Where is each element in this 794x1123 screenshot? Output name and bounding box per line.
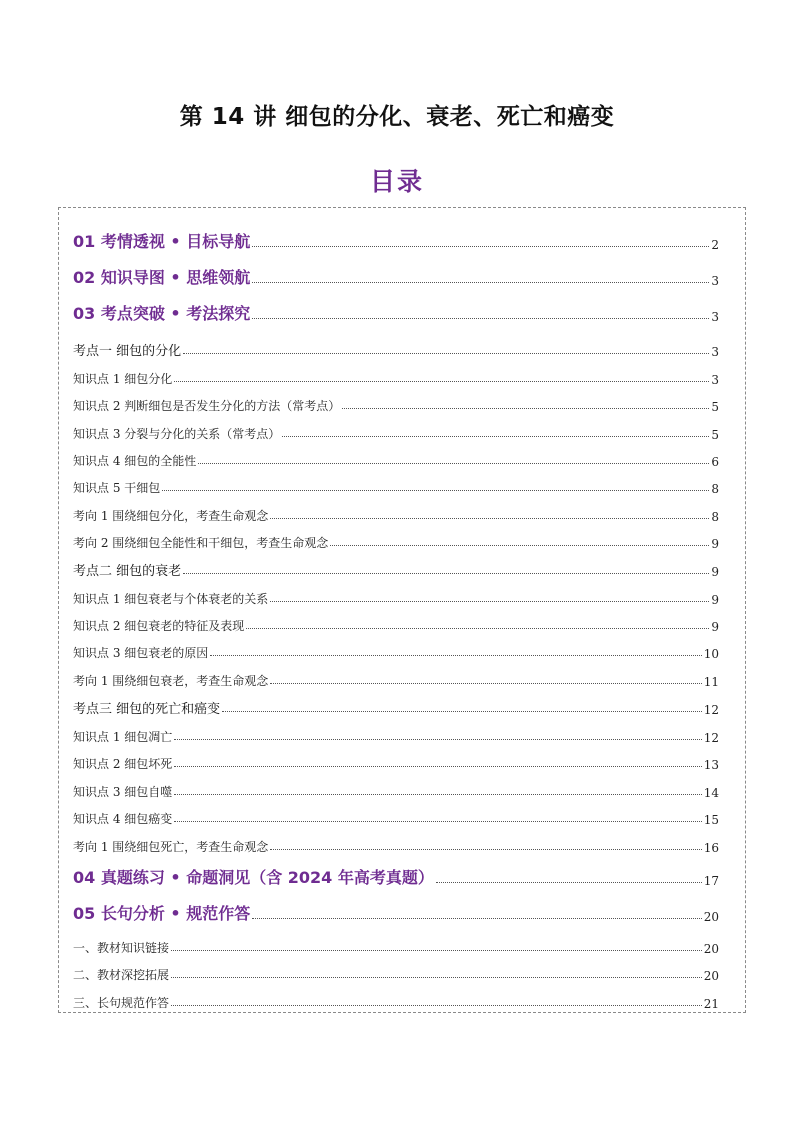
toc-entry-label: 知识点 4 细包癌变 (73, 812, 173, 826)
toc-entry[interactable] (73, 803, 719, 827)
toc-entry-page: 20 (703, 942, 719, 956)
toc-entry-page: 21 (703, 997, 719, 1011)
toc-leader-dots (252, 917, 702, 919)
toc-entry-page: 9 (711, 593, 719, 607)
toc-entry-page: 14 (703, 786, 719, 800)
toc-entry-page: 3 (711, 373, 719, 387)
toc-heading: 目录 (369, 167, 424, 196)
toc-entry-label: 知识点 2 细包衰老的特征及表现 (73, 619, 245, 633)
toc-entry[interactable] (73, 445, 719, 469)
toc-entry-page: 3 (711, 310, 719, 324)
toc-leader-dots (174, 738, 701, 740)
toc-leader-dots (198, 462, 709, 464)
toc-entry[interactable] (73, 472, 719, 496)
toc-leader-dots (174, 820, 701, 822)
toc-entry-page: 9 (711, 565, 719, 579)
toc-entry-label: 知识点 4 细包的全能性 (73, 454, 197, 468)
toc-leader-dots (342, 407, 709, 409)
toc-entry-page: 5 (711, 428, 719, 442)
toc-entry-page: 9 (711, 620, 719, 634)
toc-entry-label: 一、教材知识链接 (73, 941, 170, 955)
toc-entry-label: 考点一 细包的分化 (73, 344, 182, 359)
toc-entry[interactable] (73, 300, 719, 324)
toc-entry-label: 01 考情透视 • 目标导航 (73, 232, 251, 251)
toc-leader-dots (270, 600, 709, 602)
toc-entry-label: 考点二 细包的衰老 (73, 564, 182, 579)
toc-entry-page: 3 (711, 345, 719, 359)
toc-entry-page: 20 (703, 910, 719, 924)
toc-container (58, 207, 746, 1013)
toc-entry-label: 三、长句规范作答 (73, 996, 170, 1010)
toc-entry-page: 8 (711, 510, 719, 524)
toc-entry[interactable] (73, 637, 719, 661)
toc-entry[interactable] (73, 721, 719, 745)
toc-entry-page: 2 (711, 238, 719, 252)
toc-entry[interactable] (73, 228, 719, 252)
toc-entry[interactable] (73, 932, 719, 956)
toc-leader-dots (183, 352, 709, 354)
toc-entry-label: 知识点 3 分裂与分化的关系（常考点） (73, 427, 281, 441)
toc-entry-page: 16 (703, 841, 719, 855)
toc-leader-dots (171, 1004, 702, 1006)
toc-entry-label: 知识点 5 干细包 (73, 481, 161, 495)
toc-entry-page: 11 (703, 675, 719, 689)
toc-entry-label: 02 知识导图 • 思维领航 (73, 268, 251, 287)
toc-entry-label: 考向 1 围绕细包死亡，考查生命观念 (73, 840, 269, 854)
toc-entry[interactable] (73, 864, 719, 888)
toc-entry-page: 8 (711, 482, 719, 496)
toc-entry[interactable] (73, 610, 719, 634)
toc-entry[interactable] (73, 665, 719, 689)
toc-entry[interactable] (73, 693, 719, 717)
toc-leader-dots (183, 572, 709, 574)
toc-leader-dots (270, 517, 709, 519)
toc-entry[interactable] (73, 959, 719, 983)
toc-entry-label: 知识点 2 细包坏死 (73, 757, 173, 771)
toc-entry[interactable] (73, 390, 719, 414)
toc-leader-dots (436, 881, 702, 883)
toc-entry[interactable] (73, 555, 719, 579)
toc-entry[interactable] (73, 418, 719, 442)
toc-entry-page: 10 (703, 647, 719, 661)
toc-entry-label: 考点三 细包的死亡和癌变 (73, 702, 221, 717)
toc-entry[interactable] (73, 363, 719, 387)
toc-leader-dots (210, 654, 701, 656)
toc-leader-dots (171, 949, 702, 951)
toc-entry[interactable] (73, 831, 719, 855)
toc-leader-dots (162, 489, 709, 491)
toc-entry-page: 20 (703, 969, 719, 983)
toc-leader-dots (171, 976, 702, 978)
toc-entry-label: 二、教材深挖拓展 (73, 968, 170, 982)
toc-leader-dots (222, 710, 702, 712)
document-title: 第 14 讲 细包的分化、衰老、死亡和癌变 (179, 104, 615, 130)
toc-entry-label: 知识点 1 细包分化 (73, 372, 173, 386)
toc-entry[interactable] (73, 500, 719, 524)
toc-entry-label: 考向 1 围绕细包衰老，考查生命观念 (73, 674, 269, 688)
toc-entry-label: 知识点 1 细包凋亡 (73, 730, 173, 744)
toc-entry[interactable] (73, 264, 719, 288)
toc-entry-page: 5 (711, 400, 719, 414)
toc-entry-label: 03 考点突破 • 考法探究 (73, 304, 251, 323)
toc-leader-dots (174, 793, 701, 795)
toc-entry[interactable] (73, 527, 719, 551)
toc-entry-page: 15 (703, 813, 719, 827)
toc-entry-page: 12 (703, 703, 719, 717)
toc-leader-dots (174, 765, 701, 767)
toc-entry-label: 知识点 3 细包衰老的原因 (73, 646, 209, 660)
toc-entry-page: 3 (711, 274, 719, 288)
toc-entry[interactable] (73, 583, 719, 607)
toc-entry-page: 6 (711, 455, 719, 469)
toc-leader-dots (246, 627, 709, 629)
toc-entry-page: 9 (711, 537, 719, 551)
toc-leader-dots (252, 281, 709, 283)
toc-entry-label: 考向 1 围绕细包分化，考查生命观念 (73, 509, 269, 523)
toc-entry-page: 12 (703, 731, 719, 745)
toc-entry[interactable] (73, 776, 719, 800)
toc-entry-label: 知识点 3 细包自噬 (73, 785, 173, 799)
toc-entry[interactable] (73, 900, 719, 924)
toc-leader-dots (330, 544, 709, 546)
toc-entry-page: 13 (703, 758, 719, 772)
toc-leader-dots (252, 317, 709, 319)
toc-leader-dots (282, 435, 709, 437)
toc-leader-dots (270, 682, 701, 684)
toc-entry-page: 17 (703, 874, 719, 888)
toc-entry-label: 知识点 2 判断细包是否发生分化的方法（常考点） (73, 399, 341, 413)
toc-entry[interactable] (73, 335, 719, 359)
toc-leader-dots (174, 380, 709, 382)
toc-entry-label: 05 长句分析 • 规范作答 (73, 904, 251, 923)
toc-entry-label: 知识点 1 细包衰老与个体衰老的关系 (73, 592, 269, 606)
toc-entry-label: 考向 2 围绕细包全能性和干细包，考查生命观念 (73, 536, 329, 550)
toc-leader-dots (252, 245, 709, 247)
toc-entry[interactable] (73, 987, 719, 1011)
toc-leader-dots (270, 848, 701, 850)
toc-entry[interactable] (73, 748, 719, 772)
toc-entry-label: 04 真题练习 • 命题洞见（含 2024 年高考真题） (73, 868, 434, 887)
